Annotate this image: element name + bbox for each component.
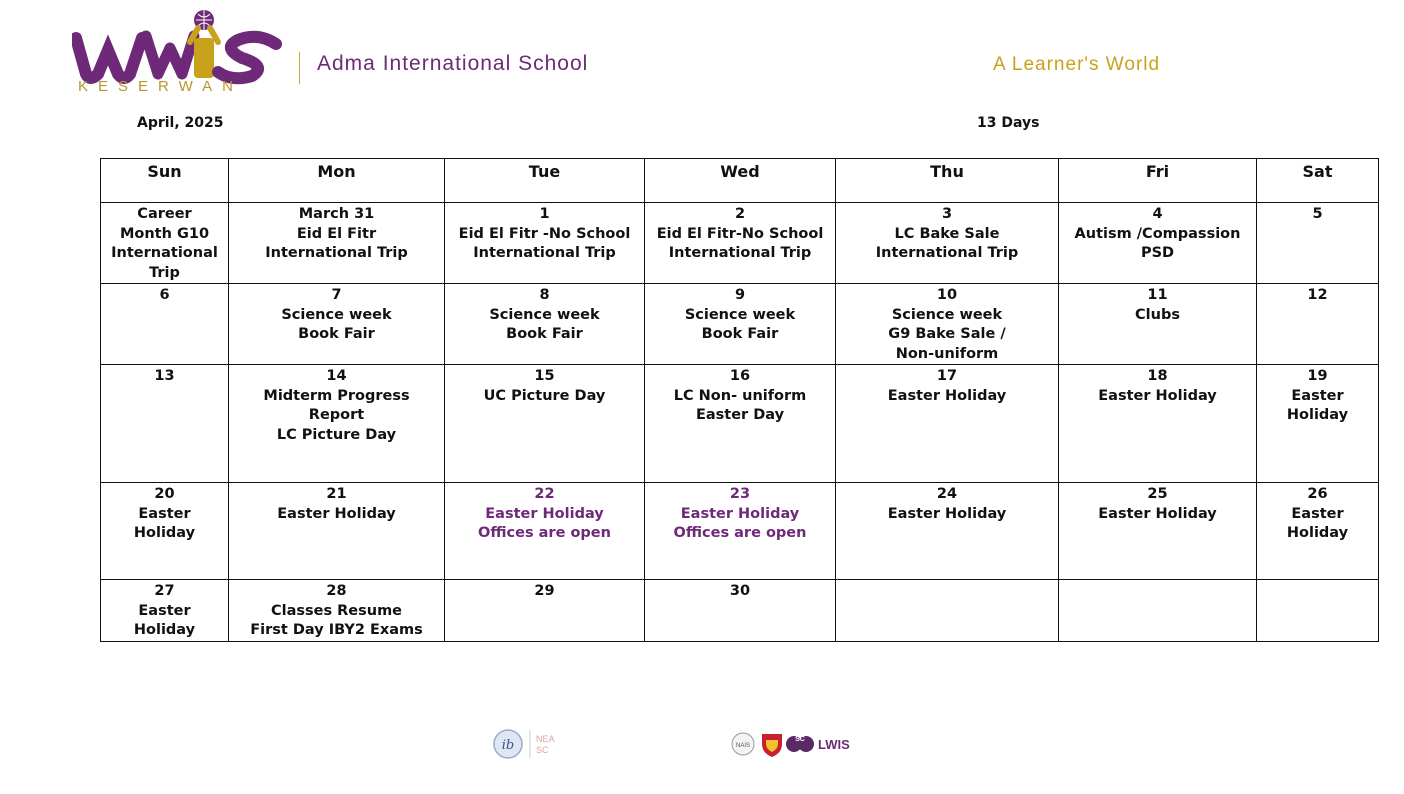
event-text: International Trip [473, 245, 616, 261]
event-text: Easter Holiday [887, 387, 1007, 404]
event-text: Classes Resume [270, 602, 403, 619]
day-number: 8 [539, 287, 550, 303]
event-text: International Trip [875, 245, 1019, 261]
event-text: Easter [138, 602, 191, 619]
header-divider [299, 52, 300, 84]
weekday-header-tue: Tue [445, 159, 645, 203]
event-text: Easter [138, 505, 191, 522]
week-row [101, 284, 1379, 365]
week-row [101, 580, 1379, 642]
ib-icon [494, 730, 522, 758]
school-name: Adma International School [317, 52, 589, 75]
day-number: 12 [1307, 287, 1328, 303]
event-text: G9 Bake Sale / [888, 326, 1006, 342]
weekday-header-fri: Fri [1059, 159, 1257, 203]
event-text: Eid El Fitr [296, 225, 377, 242]
day-number: 1 [539, 206, 550, 222]
weekday-header-wed: Wed [645, 159, 836, 203]
sdc-icon [786, 736, 814, 752]
day-cell [645, 483, 836, 580]
event-text: Clubs [1135, 306, 1180, 323]
event-text: Easter Holiday [1098, 387, 1217, 404]
svg-text:SC: SC [795, 736, 805, 743]
day-number: 14 [326, 368, 347, 384]
day-number: 16 [729, 368, 751, 384]
event-text: Eid El Fitr-No School [656, 225, 824, 242]
nais-icon [732, 733, 754, 755]
event-text: Offices are open [673, 525, 807, 541]
event-text: LC Bake Sale [894, 225, 1000, 242]
day-cell [101, 580, 229, 642]
event-text: International Trip [265, 245, 408, 261]
weekday-header-sat: Sat [1257, 159, 1379, 203]
day-cell [836, 284, 1059, 365]
day-cell [1059, 365, 1257, 483]
weekday-header-thu: Thu [836, 159, 1059, 203]
day-number: March 31 [298, 206, 375, 222]
day-number: 9 [734, 287, 746, 303]
day-number: 5 [1312, 206, 1323, 222]
day-number: 20 [154, 486, 175, 502]
event-text: Trip [149, 264, 180, 281]
day-cell [1059, 203, 1257, 284]
day-cell [1257, 284, 1379, 365]
day-number: 4 [1152, 206, 1163, 222]
event-text: Science week [281, 306, 392, 323]
day-cell [229, 580, 445, 642]
day-cell [445, 203, 645, 284]
event-text: Easter Holiday [277, 505, 396, 522]
page-header [0, 0, 1404, 105]
event-text: Holiday [133, 622, 196, 638]
day-number: 24 [936, 486, 958, 502]
day-number: 3 [941, 206, 953, 222]
svg-text:LWIS: LWIS [818, 737, 850, 752]
event-text: Science week [684, 306, 796, 323]
day-cell [836, 203, 1059, 284]
day-cell [101, 365, 229, 483]
weekday-header-sun: Sun [101, 159, 229, 203]
tagline: A Learner's World [993, 54, 1161, 75]
event-text: Holiday [1286, 407, 1349, 423]
shield-icon [762, 734, 782, 757]
logo-subtext: KESERWAN [78, 78, 244, 95]
event-text: Easter Holiday [1098, 505, 1217, 522]
accreditation-logos-left [492, 728, 572, 760]
svg-text:ib: ib [501, 738, 515, 753]
day-cell [1059, 580, 1257, 642]
day-number: 6 [159, 287, 170, 303]
day-cell [229, 483, 445, 580]
event-text: Easter [1291, 387, 1344, 404]
day-cell [445, 365, 645, 483]
event-text: Month G10 [119, 225, 210, 242]
day-number: 21 [326, 486, 347, 502]
svg-text:NAIS: NAIS [735, 743, 751, 749]
day-cell [836, 580, 1059, 642]
day-cell [1059, 483, 1257, 580]
days-count: 13 Days [977, 115, 1040, 131]
event-text: Easter Day [695, 407, 785, 423]
day-cell [229, 365, 445, 483]
day-cell [101, 284, 229, 365]
day-cell [445, 483, 645, 580]
day-number: 7 [331, 287, 342, 303]
day-number: 28 [326, 583, 347, 599]
event-text: Report [308, 407, 365, 423]
day-number: 27 [154, 583, 175, 599]
day-cell [445, 580, 645, 642]
day-cell [1257, 580, 1379, 642]
event-text: Easter Holiday [485, 505, 604, 522]
day-cell [1257, 203, 1379, 284]
event-text: UC Picture Day [483, 387, 606, 404]
day-cell [445, 284, 645, 365]
event-text: Easter Holiday [887, 505, 1007, 522]
day-number: 29 [534, 583, 555, 599]
event-text: Eid El Fitr -No School [458, 225, 631, 242]
event-text: Easter [1291, 505, 1344, 522]
svg-text:SC: SC [536, 745, 549, 755]
day-cell [645, 580, 836, 642]
week-row [101, 203, 1379, 284]
event-text: First Day IBY2 Exams [250, 622, 423, 638]
event-text: LC Picture Day [276, 426, 397, 443]
day-number: 30 [729, 583, 751, 599]
day-cell [1257, 365, 1379, 483]
event-text: Offices are open [478, 525, 611, 541]
day-cell [101, 203, 229, 284]
event-text: PSD [1140, 245, 1175, 261]
lwis-icon [818, 737, 850, 752]
day-cell [101, 483, 229, 580]
day-cell [836, 483, 1059, 580]
event-text: Science week [891, 306, 1003, 323]
day-number: 19 [1307, 368, 1328, 384]
event-text: Science week [489, 306, 600, 323]
day-number: 22 [534, 486, 555, 502]
accreditation-logos-right [730, 728, 862, 760]
week-row [101, 483, 1379, 580]
event-text: Book Fair [506, 326, 583, 342]
day-cell [1257, 483, 1379, 580]
day-number: 10 [936, 287, 958, 303]
event-text: Holiday [133, 525, 196, 541]
day-number: 15 [534, 368, 555, 384]
day-number: 23 [729, 486, 751, 502]
event-text: Easter Holiday [680, 505, 800, 522]
day-cell [645, 203, 836, 284]
event-text: Midterm Progress [263, 387, 410, 404]
day-cell [1059, 284, 1257, 365]
month-label: April, 2025 [137, 115, 224, 131]
day-number: 25 [1147, 486, 1168, 502]
week-row [101, 365, 1379, 483]
day-number: Career [137, 206, 192, 222]
day-number: 17 [936, 368, 958, 384]
svg-text:NEA: NEA [536, 734, 555, 744]
day-number: 26 [1307, 486, 1328, 502]
day-number: 11 [1147, 287, 1168, 303]
neasc-icon [536, 734, 555, 755]
day-cell [645, 365, 836, 483]
event-text: International [111, 245, 218, 261]
event-text: Autism /Compassion [1074, 225, 1241, 242]
weekday-header-mon: Mon [229, 159, 445, 203]
day-number: 2 [734, 206, 746, 222]
day-cell [229, 284, 445, 365]
calendar-table [100, 158, 1379, 642]
event-text: International Trip [668, 245, 812, 261]
event-text: Holiday [1286, 525, 1349, 541]
day-cell [229, 203, 445, 284]
day-cell [645, 284, 836, 365]
event-text: Book Fair [298, 326, 375, 342]
event-text: Non-uniform [895, 345, 999, 362]
day-number: 18 [1147, 368, 1168, 384]
weekday-header-row [101, 159, 1379, 203]
day-number: 13 [154, 368, 175, 384]
day-cell [836, 365, 1059, 483]
event-text: Book Fair [701, 326, 779, 342]
event-text: LC Non- uniform [673, 387, 807, 404]
